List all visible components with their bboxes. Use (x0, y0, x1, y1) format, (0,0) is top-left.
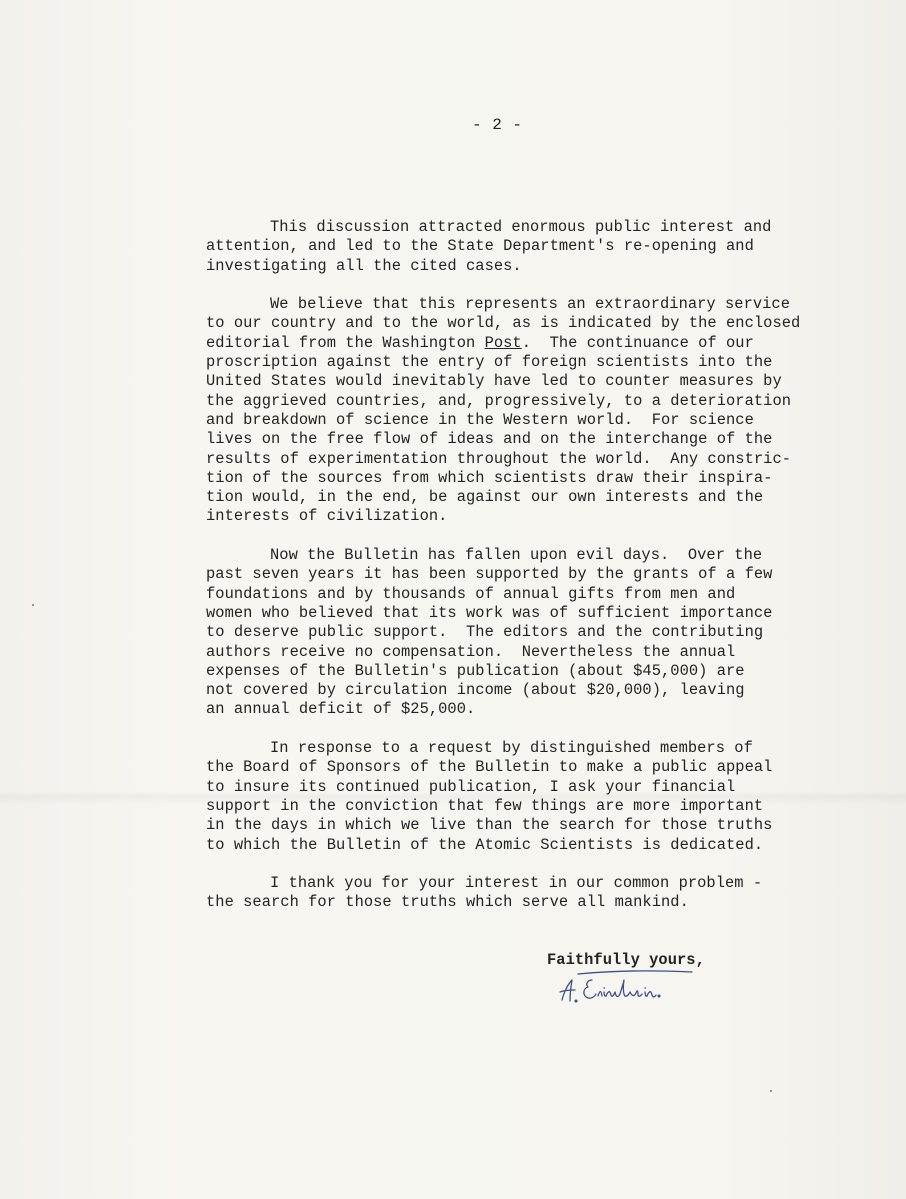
text-line: to our country and to the world, as is indicated by the enclosed (206, 314, 801, 333)
text-line: and breakdown of science in the Western world. For science (206, 410, 754, 429)
underlined-word: Post (484, 333, 522, 352)
handwritten-signature (548, 968, 698, 1010)
text-line: the aggrieved countries, and, progressively, to a deterioration (206, 391, 792, 410)
letter-body (206, 218, 801, 932)
text-line: United States would inevitably have led to counter measures by (206, 372, 782, 391)
text-line: lives on the free flow of ideas and on the interchange of the (206, 430, 773, 449)
text-line: This discussion attracted enormous public interest and (270, 218, 772, 236)
text-line: We believe that this represents an extraordinary service (270, 295, 791, 314)
text-line: tion of the sources from which scientists draw their inspira- (206, 468, 773, 487)
text-line: Now the Bulletin has fallen upon evil days. Over the (270, 546, 763, 565)
text-line: to which the Bulletin of the Atomic Scientists is dedicated. (206, 835, 764, 854)
paragraph-5 (206, 874, 796, 913)
closing-salutation: Faithfully yours, (547, 951, 705, 969)
text-line: the search for those truths which serve all mankind. (206, 893, 689, 912)
text-line: In response to a request by distinguished members of (270, 739, 753, 758)
paper-speck (32, 604, 34, 606)
text-segment: editorial from the Washington (206, 333, 485, 352)
page-number: - 2 - (472, 116, 523, 134)
text-line: in the days in which we live than the search for those truths (206, 816, 773, 835)
text-segment: The continuance of our (549, 333, 754, 352)
text-line: tion would, in the end, be against our own interests and the (206, 488, 764, 507)
paragraph-4 (206, 739, 796, 855)
text-line: results of experimentation throughout the world. Any constric- (206, 449, 792, 468)
text-line: I thank you for your interest in our common problem - (270, 874, 763, 893)
text-line: investigating all the cited cases. (206, 256, 522, 275)
text-line: past seven years it has been supported by the grants of a few (206, 565, 773, 584)
text-line: to insure its continued publication, I ask your financial (206, 777, 736, 796)
paper-speck (770, 1090, 772, 1092)
paragraph-2 (206, 295, 801, 527)
paragraph-3 (206, 546, 796, 720)
text-line: the Board of Sponsors of the Bulletin to make a public appeal (206, 758, 773, 777)
text-segment: . (521, 333, 550, 352)
text-line: authors receive no compensation. Nevertheless the annual (206, 642, 736, 661)
text-line: attention, and led to the State Department's re-opening and (206, 237, 754, 256)
paragraph-1 (206, 218, 796, 276)
text-line: support in the conviction that few things are more important (206, 796, 764, 815)
text-line-with-underline (206, 334, 796, 353)
text-line: not covered by circulation income (about $20,000), leaving (206, 681, 745, 700)
text-line: foundations and by thousands of annual gifts from men and (206, 584, 736, 603)
text-line: proscription against the entry of foreign scientists into the (206, 353, 773, 372)
text-line: expenses of the Bulletin's publication (about $45,000) are (206, 661, 745, 680)
text-line: to deserve public support. The editors and the contributing (206, 623, 764, 642)
text-line: interests of civilization. (206, 507, 448, 526)
text-line: women who believed that its work was of sufficient importance (206, 603, 773, 622)
text-line: an annual deficit of $25,000. (206, 700, 476, 719)
